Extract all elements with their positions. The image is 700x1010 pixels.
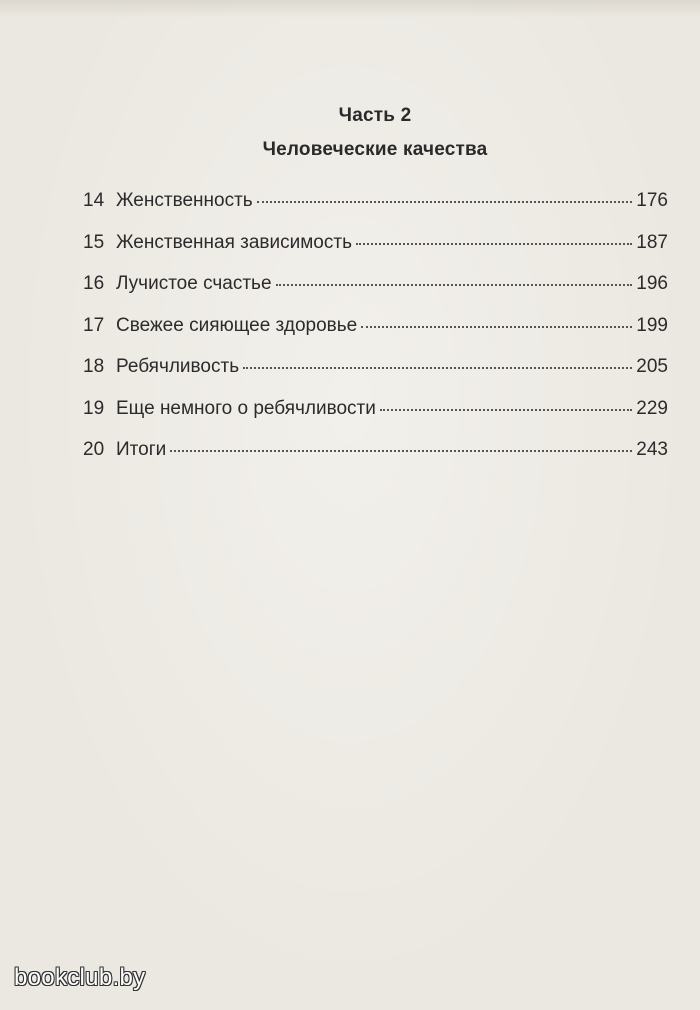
part-subtitle: Человеческие качества — [262, 139, 488, 160]
toc-entry-number: 19 — [83, 397, 105, 419]
toc-entry — [83, 190, 668, 232]
dot-leader — [243, 367, 632, 369]
toc-entry-title: Свежее сияющее здоровье — [116, 314, 358, 336]
toc-entry — [83, 439, 668, 481]
toc-entry-title: Лучистое счастье — [116, 273, 272, 294]
table-of-contents — [83, 190, 668, 481]
toc-entry-number: 20 — [83, 439, 105, 460]
toc-entry-page: 176 — [636, 190, 668, 211]
toc-entry-number: 16 — [83, 273, 105, 294]
watermark-text: bookclub.by — [14, 964, 146, 991]
toc-entry-page: 229 — [636, 397, 668, 419]
toc-entry-title: Ребячливость — [116, 356, 240, 377]
toc-entry — [83, 398, 668, 440]
toc-entry-title: Женственность — [116, 190, 253, 211]
toc-entry-title: Еще немного о ребячливости — [116, 397, 376, 419]
toc-entry-number: 14 — [83, 190, 105, 211]
dot-leader — [380, 409, 632, 411]
toc-entry-number: 17 — [83, 314, 105, 336]
toc-entry-title: Итоги — [116, 439, 167, 460]
dot-leader — [170, 450, 632, 452]
toc-entry-page: 187 — [636, 231, 668, 253]
toc-entry — [83, 273, 668, 315]
dot-leader — [276, 284, 633, 286]
toc-entry — [83, 232, 668, 274]
toc-entry — [83, 315, 668, 357]
toc-entry-number: 15 — [83, 231, 105, 253]
dot-leader — [361, 326, 632, 328]
dot-leader — [356, 243, 632, 245]
toc-entry-page: 199 — [636, 314, 668, 336]
toc-entry-number: 18 — [83, 356, 105, 377]
toc-entry-page: 243 — [636, 439, 668, 460]
page-edge-shadow — [0, 0, 700, 18]
dot-leader — [257, 201, 633, 203]
part-title: Часть 2 — [338, 105, 412, 126]
toc-entry-page: 205 — [636, 356, 668, 377]
toc-entry-page: 196 — [636, 273, 668, 294]
toc-entry — [83, 356, 668, 398]
toc-entry-title: Женственная зависимость — [116, 231, 352, 253]
